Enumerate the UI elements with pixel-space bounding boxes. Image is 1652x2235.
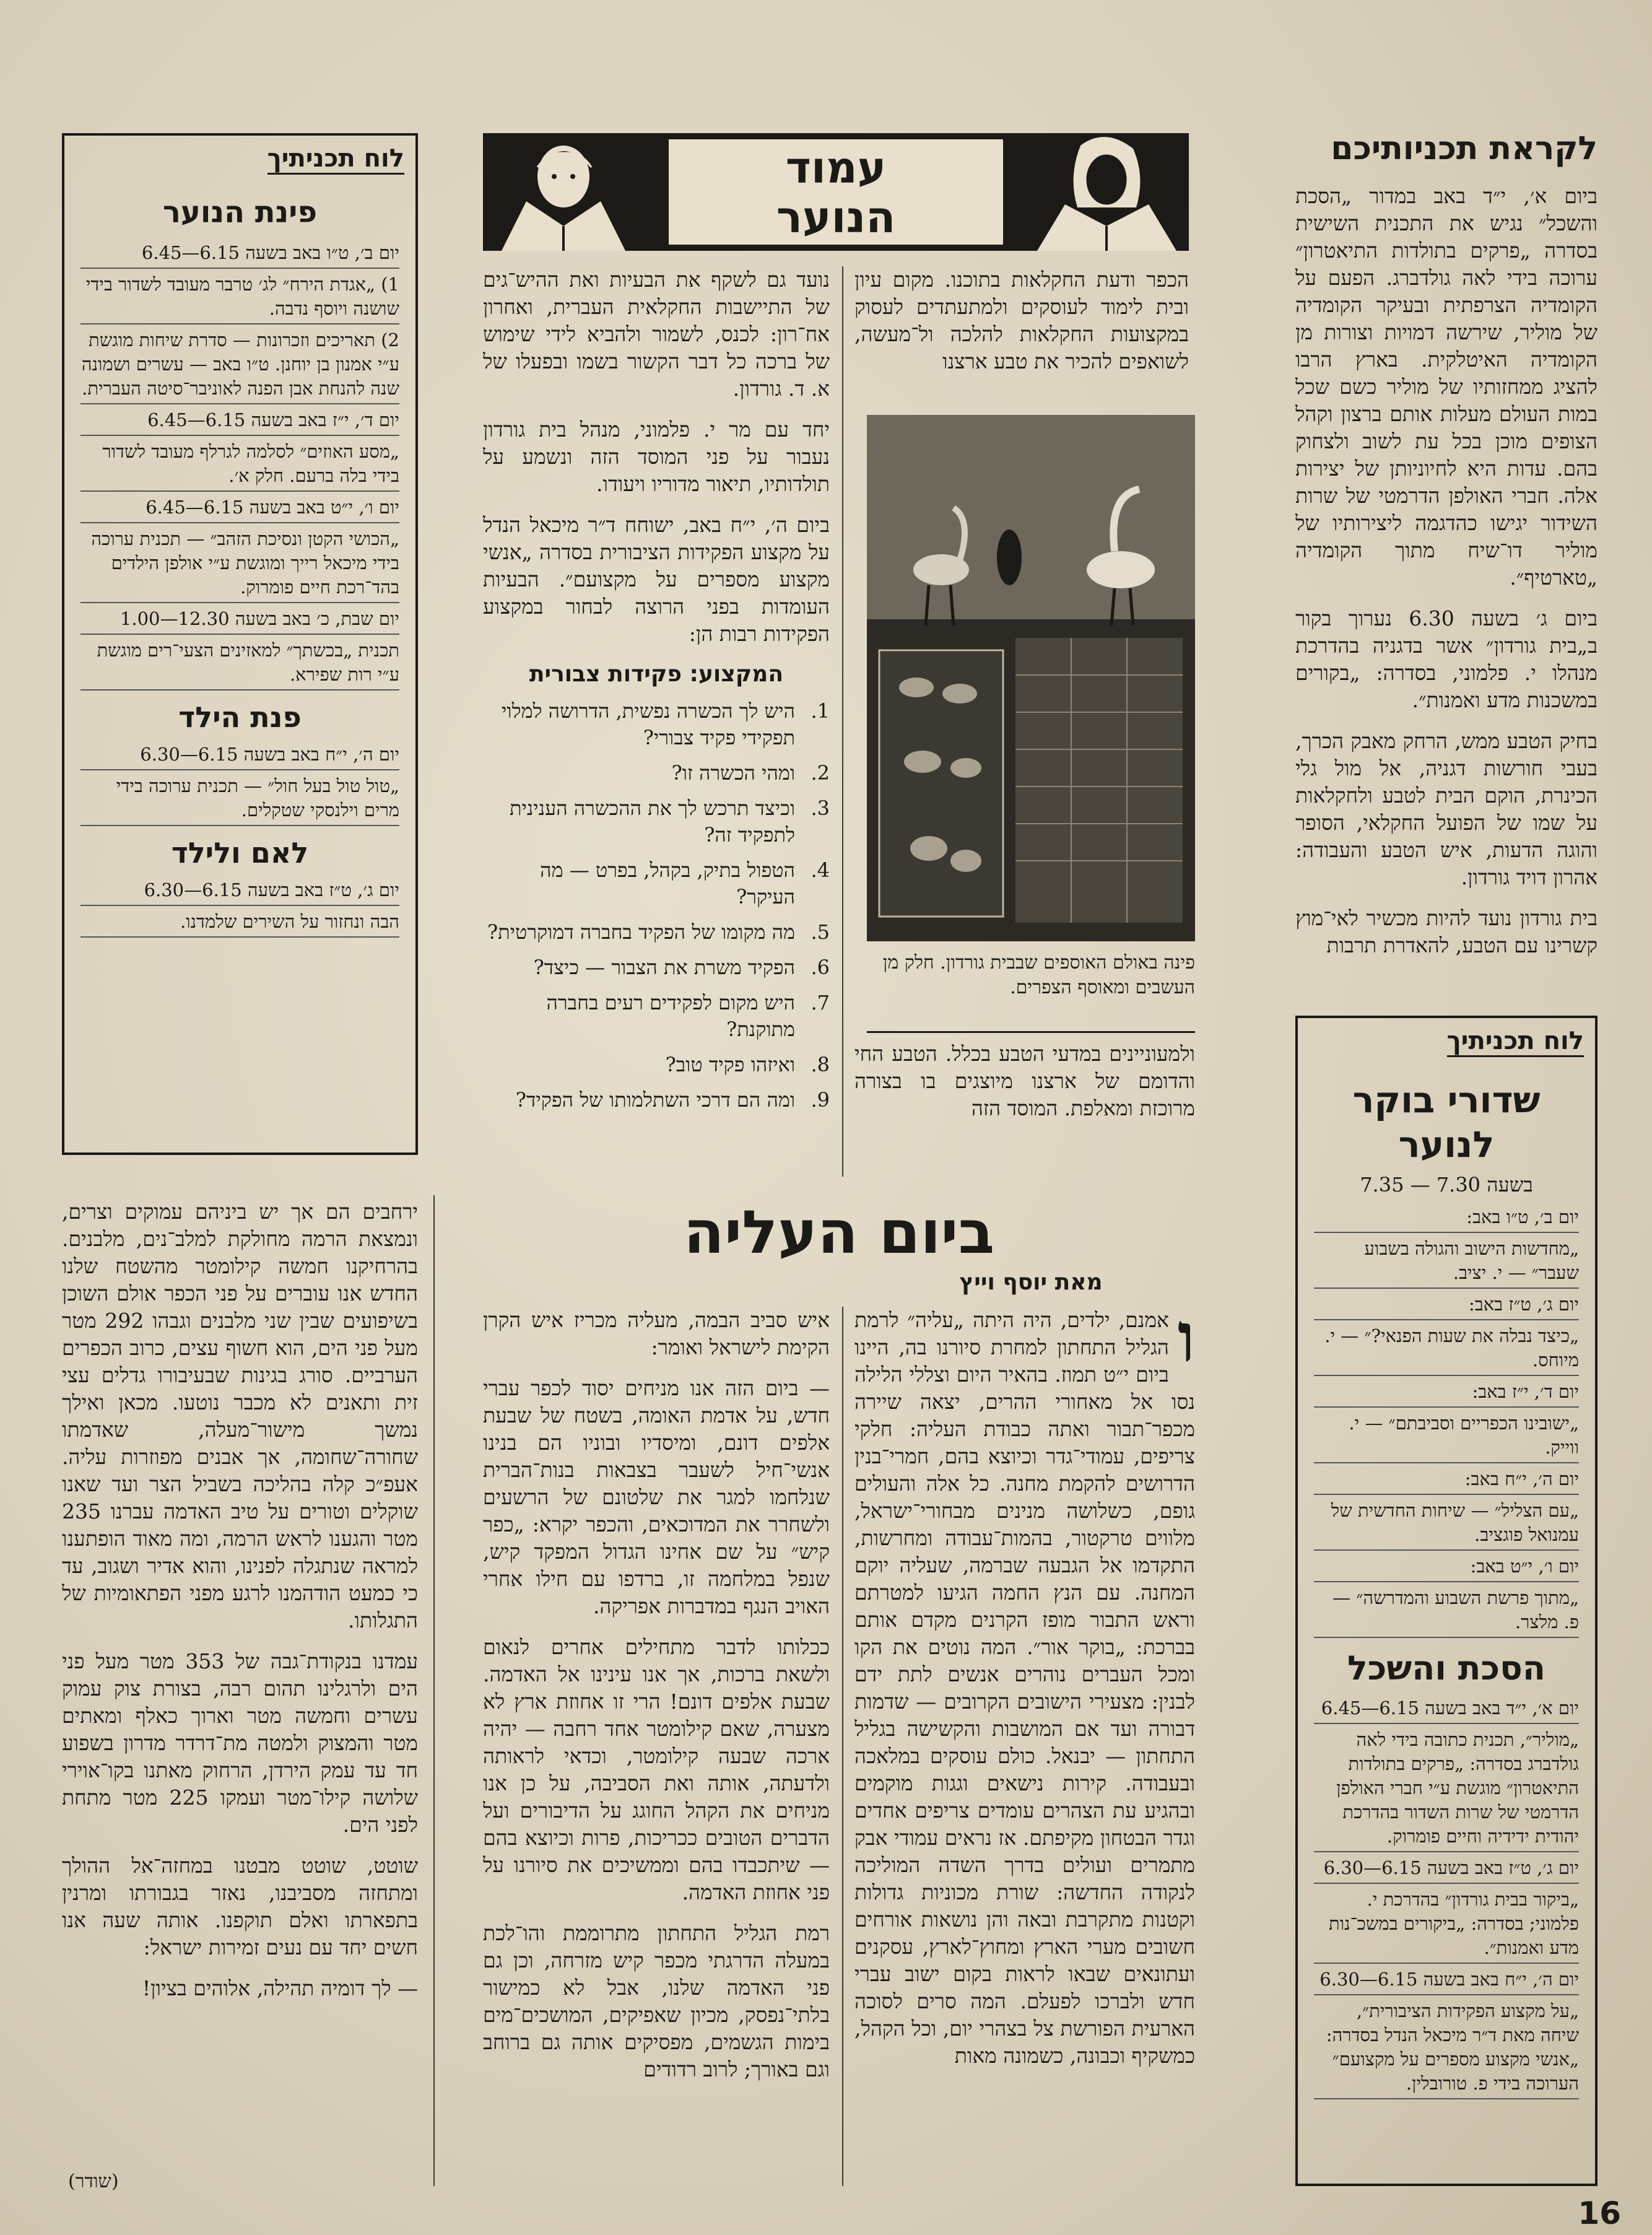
schedule-box-left	[62, 133, 418, 1155]
schedule-line: „על מקצוע הפקידות הציבורית״, שיחה מאת ד״ר מיכאל הנדל בסדרה: „אנשי מקצוע מספרים על מקצועם״ הערוכה בידי פ. טורובלין.	[1314, 1999, 1579, 2099]
aliyah-col-c	[62, 1198, 418, 2186]
schedule-line: „ישובינו הכפריים וסביבתם״ — י. ווייק.	[1314, 1411, 1579, 1463]
morning-broadcasts-time: בשעה 7.30 — 7.35	[1360, 1173, 1533, 1196]
schedule-line: 1) „אגדת הירח״ לג׳ טרבר מעובד לשדור בידי שושנה ויוסף נדבה.	[80, 272, 399, 325]
aliyah-title: ביום העליה	[683, 1198, 995, 1267]
gordon-article-col1	[854, 266, 1189, 415]
question-item	[483, 954, 830, 981]
aliyah-dropcap: ו	[1177, 1307, 1195, 1377]
schedule-line: „עם הצליל״ — שיחות החדשית של עמנואל פוגציב.	[1314, 1499, 1579, 1551]
paragraph: — ביום הזה אנו מניחים יסוד לכפר עברי חדש, על אדמת האומה, בשטח של שבעת אלפים דונם, ומיסדיו ובוניו הם בנינו אנשי־חיל לשעבר בצבאות בנות־הברית שנלחמו למגר את שלטונם של הרשעים ולשחרר את המדוכאים, והכפר יקרא: „כפר קיש״ על שם אחינו הגדול המפקד קיש, שנפל במלחמה זו, ברדפו עם חילו אחרי האויב הנגף במדברות אפריקה.	[483, 1376, 830, 1618]
question-number: 3.	[811, 796, 830, 820]
broadcast-end-mark: (שודר)	[68, 2171, 119, 2192]
paragraph: עמדנו בנקודת־גבה של 353 מטר מעל פני הים ולרגלינו תהום רבה, בצורת צוק עמוק עשרים וחמשה מטר וארוך כאלף ומאתים מטר והמצוק ולמטה מת־דרדר מדרון בשפוע חד עד עמק הירדן, הרחוק מאתנו בקו־אוירי שלושה קילו־מטר ועמקו 225 מטר מתחת לפני הים.	[62, 1649, 418, 1837]
morning-broadcasts-title: שדורי בוקר לנוער	[1352, 1079, 1541, 1165]
schedule-line: יום ב׳, ט״ו באב:	[1314, 1205, 1579, 1233]
listen-learn-title: הסכת והשכל	[1347, 1649, 1545, 1688]
schedule-line: יום ה׳, י״ח באב בשעה 6.15—6.30	[1314, 1967, 1579, 1995]
paragraph: ככלותו לדבר מתחילים אחרים לנאום ולשאת ברכות, אך אנו עינינו אל האדמה. שבעת אלפים דונם! הרי זו אחוזת ארץ לא מצערה, שאם קילומטר אחד רחבה — יהיה ארכה שבעה קילומטר, וכדאי לראותה ולדעתה, אותה ואת הסביבה, על כן אנו מניחים את הקהל החוגג על הדיבורים ועל הדברים הטובים ככריכות, פרות וכיוצא בהם — שיתכבדו בהם וממשיכים את סיורנו על פני אחוזת האדמה.	[483, 1635, 830, 1904]
schedule-line: יום ו׳, י״ט באב:	[1314, 1554, 1579, 1582]
aliyah-divider-1	[842, 1307, 843, 2186]
question-number: 6.	[811, 956, 830, 979]
paragraph: אמנם, ילדים, היה היתה „עליה״ לרמת הגליל התחתון למחרת סיורנו בה, היינו ביום י״ט תמוז. בהאיר היום וצללי הלילה נסו אל מאחורי ההרים, יצאה שיירה מכפר־תבור ואתה כבודת העליה: חלקי צריפים, עמודי־גדר וכיוצא בהם, חמרי־בנין הדרושים להקמת מחנה. כל אלה והעולים גופם, כשלושה מנינים מבחורי־ישראל, מלווים טרקטור, בהמות־עבודה ומחרשות, התקדמו אל הגבעה שברמה, שעליה יוקם המחנה. עם הנץ החמה הגיעו למטרתם וראש התבור מופז הקרנים מקדם אותם בברכת: „בוקר אור״. המה נוטים את הקו ומכל העברים נוהרים אנשים לתת ידם לבנין: מצעירי הישובים הקרובים — שדמות דבורה ועד אם המושבות והקשישה בגליל התחתון — יבנאל. כולם עוסקים במלאכה ובעבודה. קירות נישאים וגגות מוקמים ובהגיע עת הצהרים עומדים צריפים אחדים וגדר הבטחון מקיפתם. אז נראים עמודי אבק מתמרים ועולים בדרך השדה המוליכה לנקודה החדשה: שורת מכוניות גדולות וקטנות מתקרבת ובאה והן נושאות אורחים חשובים מערי הארץ ומחוץ־לארץ, עסקנים ועתונאים שבאו לראות בקום ישוב עברי חדש ולברכו לפעלם. המה סרים לסוכה הארעית הפורשת צל בצהרי יום, וכל הקהל, כמשקיף וכבונה, כשמונה מאות	[854, 1308, 1195, 2068]
schedule-line: יום ג׳, ט״ז באב בשעה 6.15—6.30	[1314, 1856, 1579, 1884]
mother-child-list	[80, 878, 399, 938]
question-text: מה מקומו של הפקיד בחברה דמוקרטית?	[487, 920, 795, 944]
gordon-col1-after: ולמעוניינים במדעי הטבע בכלל. הטבע החי והדומם של ארצנו מיוצגים בו בצורה מרוכזת ומאלפת. המוסד הזה	[854, 1042, 1195, 1120]
question-number: 1.	[811, 699, 830, 723]
paragraph: שוטט, שוטט מבטנו במחזה־אל ההולך ומתחזה מסביבנו, נאזר בגבורתו ומרנין בתפארתו ואלם תוקפנו. אותה שעה אנו חשים יחד עם נעים זמירות ישראל:	[62, 1854, 418, 1959]
gordon-col1-after-block	[854, 1040, 1195, 1177]
gordon-col1-body	[854, 266, 1189, 375]
mother-child-heading: לאם ולילד	[171, 836, 309, 869]
profession-questions	[483, 698, 830, 1113]
paragraph: נועד גם לשקף את הבעיות ואת ההיש־גים של התיישבות החקלאית העברית, ואחרון אח־רון: לכנס, לשמור ולהביא לידי שימוש של ברכה כל דבר הקשור בשמו ובפעלו של א. ד. גורדון.	[483, 268, 830, 401]
schedule-line: יום ג׳, ט״ז באב:	[1314, 1292, 1579, 1320]
aliyah-col-b-body	[483, 1307, 830, 2083]
toward-programs-heading: לקראת תכניותיכם	[1331, 130, 1598, 167]
question-text: היש לך הכשרה נפשית, הדרושה למלוי תפקידי פקיד צבורי?	[502, 699, 795, 749]
question-text: וכיצד תרכש לך את ההכשרה הענינית לתפקיד זה?	[509, 796, 795, 847]
schedule-line: „מוליר״, תכנית כתובה בידי לאה גולדברג בסדרה: „פרקים בתולדות התיאטרון״ מוגשת ע״י חברי האולפן הדרמטי של שרות השדור בהדרכת יהודית ידידיה וחיים פומרוק.	[1314, 1728, 1579, 1852]
youth-page-banner	[483, 133, 1189, 251]
gordon-col2-body	[483, 266, 830, 648]
paragraph: רמת הגליל התחתון מתרוממת והו־לכת במעלה הדרגתי מכפר קיש מזרחה, וכן גם פני האדמה שלנו, אבל לא כמישור בלתי־נפסק, מכיון שאפיקים, המושכים־מים בימות הגשמים, מפסיקים אותה גם ברוחב וגם באורך; לרוב רדודים	[483, 1921, 830, 2081]
photo-caption: פינה באולם האוספים שבבית גורדון. חלק מן העשבים ומאוסף הצפרים.	[882, 952, 1195, 998]
schedule-line: יום א׳, י״ד באב בשעה 6.15—6.45	[1314, 1696, 1579, 1724]
gordon-article-col2	[483, 266, 830, 1177]
youth-corner-heading: פינת הנוער	[162, 195, 318, 230]
toward-programs-column	[1295, 127, 1598, 975]
aliyah-byline: מאת יוסף וייץ	[959, 1270, 1103, 1295]
paragraph: בחיק הטבע ממש, הרחק מאבק הכרך, בעבי חורשות דגניה, אל מול גלי הכינרת, הוקם הבית לטבע ולחקלאות על שמו של הפועל החקלאי, הסופר והוגה הדעות, איש הטבע והעבודה: אהרון דויד גורדון.	[1295, 729, 1598, 889]
schedule-line: הבה ונחזור על השירים שלמדנו.	[80, 910, 399, 938]
aliyah-col-a	[854, 1307, 1195, 2186]
schedule-line: יום ד׳, י״ז באב:	[1314, 1380, 1579, 1408]
paragraph: ביום ג׳ בשעה 6.30 נערוך בקור ב„בית גורדון״ אשר בדגניה בהדרכת מנהלו י. פלמוני, בסדרה: „בקורים במשכנות מדע ואמנות״.	[1295, 606, 1598, 712]
youth-banner-line2: הנוער	[776, 192, 896, 243]
aliyah-divider-2	[433, 1195, 435, 2186]
question-item	[483, 795, 830, 848]
aliyah-col-a-body	[854, 1307, 1195, 2070]
question-item	[483, 1087, 830, 1113]
schedule-line: יום ג׳, ט״ז באב בשעה 6.15—6.30	[80, 878, 399, 906]
question-item	[483, 919, 830, 946]
schedule-line: יום ב׳, ט״ו באב בשעה 6.15—6.45	[80, 241, 399, 269]
gordon-col-divider	[842, 266, 843, 1177]
caption-rule	[867, 1031, 1195, 1033]
aliyah-col-b	[483, 1307, 830, 2186]
paragraph: יחד עם מר י. פלמוני, מנהל בית גורדון נעבור על פני המוסד הזה ונשמע על תולדותיו, תיאור מדוריו ויעודו.	[483, 417, 830, 496]
question-item	[483, 760, 830, 786]
question-number: 7.	[811, 991, 830, 1014]
question-item	[483, 698, 830, 751]
schedule-line: יום ה׳, י״ח באב:	[1314, 1467, 1579, 1495]
paragraph: איש סביב הבמה, מעליה מכריז איש הקרן הקימת לישראל ואומר:	[483, 1308, 830, 1359]
question-number: 2.	[811, 761, 830, 785]
page-number: 16	[1578, 2195, 1621, 2231]
schedule-line: „מסע האוזים״ לסלמה לגרלף מעובד לשדור בידי בלה ברעם. חלק א׳.	[80, 440, 399, 492]
question-item	[483, 857, 830, 910]
paragraph: בית גורדון נועד להיות מכשיר לאי־מוץ קשרינו עם הטבע, להאדרת תרבות	[1295, 906, 1598, 957]
profession-heading: המקצוע: פקידות צבורית	[529, 661, 784, 687]
schedule-box-left-tag: לוח תכניתיך	[267, 144, 404, 175]
child-corner-heading: פנת הילד	[178, 700, 302, 734]
girl-reading-illustration	[1028, 133, 1183, 251]
listen-learn-list	[1314, 1696, 1579, 2099]
schedule-line: יום שבת, כ׳ באב בשעה 12.30—1.00	[80, 607, 399, 635]
schedule-line: יום ה׳, י״ח באב בשעה 6.15—6.30	[80, 743, 399, 770]
schedule-box-right	[1295, 1016, 1598, 2186]
schedule-line: יום ד׳, י״ז באב בשעה 6.15—6.45	[80, 408, 399, 436]
schedule-line: „ביקור בבית גורדון״ בהדרכת י. פלמוני; בסדרה: „ביקורים במשכ־נות מדע ואמנות״.	[1314, 1888, 1579, 1964]
schedule-line: תכנית „בכשתך״ למאזינים הצעי־רים מוגשת ע״י רות שפירא.	[80, 638, 399, 691]
schedule-line: „הכושי הקטן ונסיכת הזהב״ — תכנית ערוכה בידי מיכאל רייך ומוגשת ע״י אולפן הילדים בהד־רכת חיים פומרוק.	[80, 527, 399, 603]
toward-programs-body	[1295, 183, 1598, 959]
schedule-line: „כיצד נבלה את שעות הפנאי?״ — י. מיוחס.	[1314, 1324, 1579, 1376]
schedule-line: „טול טול בעל חול״ — תכנית ערוכה בידי מרים וילנסקי שטקלים.	[80, 774, 399, 826]
paragraph: ירחבים הם אך יש ביניהם עמוקים וצרים, ונמצאת הרמה מחולקת למלב־נים, מלבנים. בהרחיקנו חמשה קילומטר מהשטח שלנו החדש אנו עוברים על פני הכפר אולם השוכן בשיפועים שבין שני מלבנים וגבהו 292 מטר מעל פני הים, הוא חשוף עצים, כרוב הכפרים הערביים. סורג בגינות שבעיבורו גדלים עצי זית ותאנים לא מכבר נוטעו. מכאן ואילך נמשך מישור־מעלה, שאדמתו שחורה־שחומה, אך אבנים מפוזרות עליה. אעפ״כ קלה בהליכה בשביל הצר ועד שאנו שוקלים וטורים על טיב האדמה עברנו 235 מטר והגענו לראש הרמה, ומה מאוד הופתענו למראה שנתגלה לפנינו, והוא אדיר ושגוב, עד כי כמעט הודהמנו לרגע מפני הפתאומיות של התגלותו.	[62, 1200, 418, 1632]
photo-caption-block	[867, 951, 1195, 1025]
youth-corner-list	[80, 241, 399, 691]
morning-broadcasts-list	[1314, 1205, 1579, 1638]
question-text: הטפול בתיק, בקהל, בפרט — מה העיקר?	[540, 858, 795, 908]
youth-banner-title	[669, 139, 1003, 245]
youth-banner-line1: עמוד	[785, 142, 887, 193]
gordon-museum-photo	[867, 415, 1195, 941]
paragraph: הכפר ודעת החקלאות בתוכנו. מקום עיון ובית לימוד לעוסקים ולמתעתדים לעסוק במקצועות החקלאות להלכה ול־מעשה, לשואפים להכיר את טבע ארצנו	[854, 268, 1189, 373]
schedule-box-right-tag: לוח תכניתיך	[1447, 1027, 1584, 1057]
question-text: הפקיד משרת את הצבור — כיצד?	[533, 956, 795, 979]
question-number: 8.	[811, 1053, 830, 1076]
aliyah-col-c-body	[62, 1198, 418, 2002]
question-text: ומהי הכשרה זו?	[671, 761, 795, 785]
question-number: 4.	[811, 858, 830, 882]
question-text: ומה הם דרכי השתלמותו של הפקיד?	[515, 1088, 795, 1112]
question-item	[483, 1052, 830, 1078]
paragraph: ביום א׳, י״ד באב במדור „הסכת והשכל״ נגיש את התכנית השישית בסדרה „פרקים בתולדות התיאטרון״ ערוכה בידי לאה גולדברג. הפעם על הקומדיה הצרפתית ובעיקר הקומדיה של מוליר, שירשה דמויות וצורות מן הקומדיה האיטלקית. בארץ הרבו להציג ממחזותיו של מוליר כשם שכל במות העולם מעלות אותם ברצון וקהל הצופים מוכן בכל עת לשוב ולצחוק בהם. עדות היא לחיוניותן של יצירות אלה. חברי האולפן הדרמטי של שרות השידור יגישו כהדגמה ליצירותיו של מוליר דו־שיח מתוך הקומדיה „טארטיף״.	[1295, 184, 1598, 590]
question-number: 5.	[811, 920, 830, 944]
question-text: ואיזהו פקיד טוב?	[665, 1053, 795, 1076]
question-number: 9.	[811, 1088, 830, 1112]
schedule-line: יום ו׳, י״ט באב בשעה 6.15—6.45	[80, 495, 399, 523]
paragraph: ביום ה׳, י״ח באב, ישוחח ד״ר מיכאל הנדל על מקצוע הפקידות הציבורית בסדרה „אנשי מקצוע מספרים על מקצועם״. הבעיות העומדות בפני הרוצה לבחור במקצוע הפקידות רבות הן:	[483, 513, 830, 646]
boy-reading-illustration	[489, 133, 632, 251]
paragraph: — לך דומיה תהילה, אלוהים בציון!	[142, 1976, 418, 2000]
question-item	[483, 990, 830, 1043]
schedule-line: „מחדשות הישוב והגולה בשבוע שעבר״ — י. יציב.	[1314, 1237, 1579, 1289]
child-corner-list	[80, 743, 399, 826]
schedule-line: „מתוך פרשת השבוע והמדרשה״ — פ. מלצר.	[1314, 1586, 1579, 1638]
museum-collection-image	[867, 415, 1195, 941]
question-text: היש מקום לפקידים רעים בחברה מתוקנת?	[546, 991, 795, 1041]
schedule-line: 2) תאריכים וזכרונות — סדרת שיחות מוגשת ע״י אמנון בן יוחנן. ט״ו באב — עשרים ושמונה שנה להנחת אבן הפנה לאוניבר־סיטה העברית.	[80, 328, 399, 404]
